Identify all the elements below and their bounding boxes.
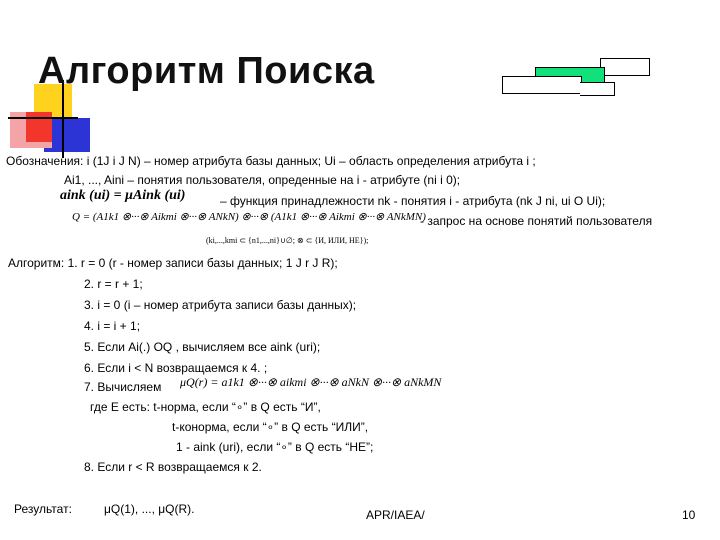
algorithm-step-7: 7. Вычисляем [84,380,162,394]
membership-text: – функция принадлежности nk - понятия i - атрибута (nk Ј ni, ui О Ui); [220,194,606,208]
where-line-2: t-конорма, если “∘” в Q есть “ИЛИ”, [172,420,369,434]
algorithm-step-5: 5. Если Ai(.) ОQ , вычисляем все aink (uri); [84,340,321,354]
query-subnote: (ki,...,kmi ⊂ {n1,...,ni}∪∅; ⊗ ⊂ {И, ИЛИ, НЕ}); [206,236,369,245]
organization-label: APR/IAEA/ [366,508,425,522]
page-number: 10 [682,508,696,522]
where-line-1: где Е есть: t-норма, если “∘” в Q есть “И”, [90,400,321,414]
deco-horizontal-line [8,117,78,119]
query-formula: Q = (A1k1 ⊗···⊗ Aikmi ⊗···⊗ ANkN) ⊗···⊗ (A1k1 ⊗···⊗ Aikmi ⊗···⊗ ANkMN) [72,211,426,223]
page-title: Алгоритм Поиска [38,50,375,92]
query-text: - запрос на основе понятий пользователя [420,214,653,228]
definitions-line-1: Обозначения: i (1Ј i Ј N) – номер атрибута базы данных; Ui – область определения атрибута i ; [6,154,536,168]
where-line-3: 1 - aink (uri), если “∘” в Q есть “НЕ”; [176,440,374,454]
algorithm-step-6: 6. Если i < N возвращаемся к 4. ; [84,361,268,375]
deco-rect-back [600,58,650,76]
algorithm-step-8: 8. Если r < R возвращаемся к 2. [84,460,262,474]
algorithm-step-2: 2. r = r + 1; [84,277,143,291]
algorithm-header: Алгоритм: 1. r = 0 (r - номер записи базы данных; 1 Ј r Ј R); [8,256,338,270]
deco-rect-front [502,76,582,94]
result-value: μQ(1), ..., μQ(R). [104,502,195,516]
algorithm-step-4: 4. i = i + 1; [84,319,141,333]
result-label: Результат: [14,502,72,516]
algorithm-step-3: 3. i = 0 (i – номер атрибута записи базы данных); [84,298,357,312]
deco-rect-low [580,82,615,96]
membership-formula: aink (ui) = μAink (ui) [60,188,186,203]
step7-formula: μQ(r) = a1k1 ⊗···⊗ aikmi ⊗···⊗ aNkN ⊗···⊗ aNkMN [180,375,442,389]
definitions-line-2: Ai1, ..., Aini – понятия пользователя, опреденные на i - атрибуте (ni і 0); [64,173,461,187]
